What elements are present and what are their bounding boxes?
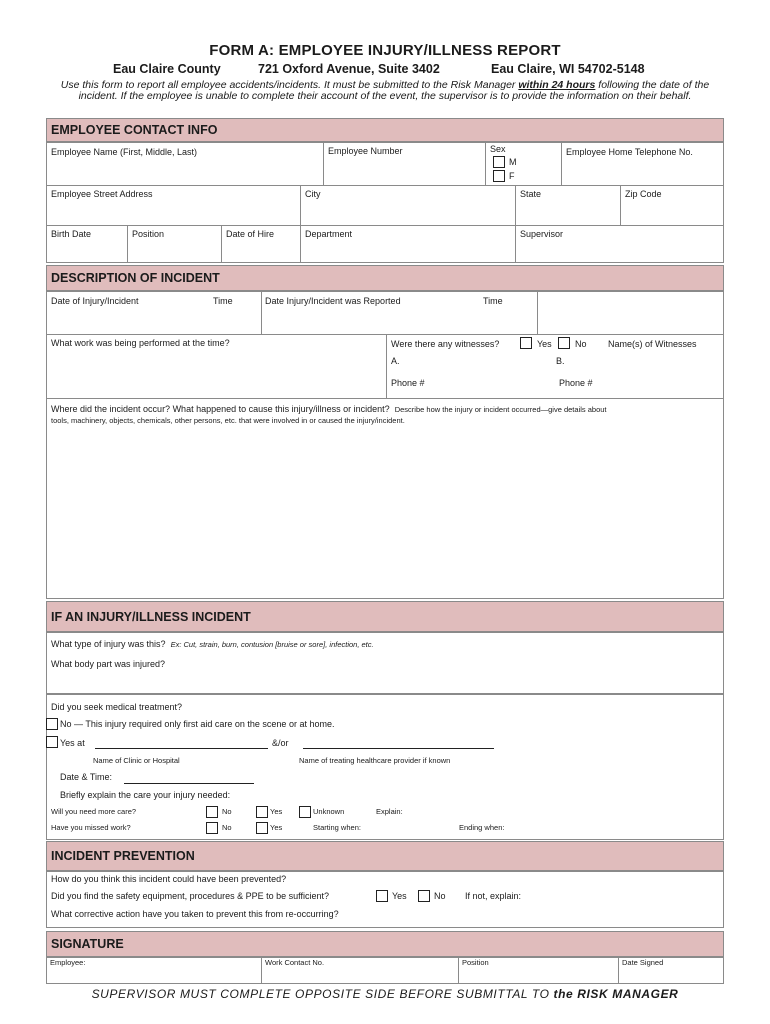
intro-text: Use this form to report all employee accidents/incidents. It must be submitted to the Risk Manager within 24 hours following the date of the incident. If the employee is unable to complete their account of the event, the supervisor is to provide the information on their behalf. xyxy=(60,79,710,102)
incident-location-hint: tools, machinery, objects, chemicals, other persons, etc. that were involved in or caused the injury/incident. xyxy=(51,416,405,425)
corrective-action-field[interactable]: What corrective action have you taken to prevent this from re-occurring? xyxy=(51,909,339,919)
first-aid-only-label: No — This injury required only first aid care on the scene or at home. xyxy=(60,719,335,729)
office-address: 721 Oxford Avenue, Suite 3402 xyxy=(258,62,440,76)
county-name: Eau Claire County xyxy=(113,62,221,76)
sex-male-label: M xyxy=(509,157,517,167)
employee-signature-field[interactable]: Employee: xyxy=(50,958,86,967)
missed-work-no-checkbox[interactable] xyxy=(206,822,218,834)
city-zip: Eau Claire, WI 54702-5148 xyxy=(491,62,645,76)
work-performed-field[interactable]: What work was being performed at the time? xyxy=(51,338,230,348)
body-part-field[interactable]: What body part was injured? xyxy=(51,659,166,669)
medical-box xyxy=(46,694,724,840)
employee-name-field[interactable]: Employee Name (First, Middle, Last) xyxy=(51,147,198,157)
sex-male-checkbox[interactable] xyxy=(493,156,505,168)
prevention-question-field[interactable]: How do you think this incident could have been prevented? xyxy=(51,874,287,884)
employee-number-field[interactable]: Employee Number xyxy=(328,146,403,156)
starting-when-field[interactable]: Starting when: xyxy=(313,823,361,832)
more-care-yes-checkbox[interactable] xyxy=(256,806,268,818)
birth-date-field[interactable]: Birth Date xyxy=(51,229,92,239)
more-care-question: Will you need more care? xyxy=(51,807,137,816)
safety-no-label: No xyxy=(434,891,446,901)
witness-b-field[interactable]: B. xyxy=(556,356,565,366)
injury-type-field[interactable]: What type of injury was this? Ex: Cut, strain, burn, contusion [bruise or sore], infection, etc. xyxy=(51,639,374,649)
witnesses-question: Were there any witnesses? xyxy=(391,339,500,349)
reported-date-field[interactable]: Date Injury/Incident was Reported xyxy=(265,296,401,306)
signature-position-field[interactable]: Position xyxy=(462,958,489,967)
zip-field[interactable]: Zip Code xyxy=(625,189,662,199)
missed-work-question: Have you missed work? xyxy=(51,823,131,832)
more-care-unknown-label: Unknown xyxy=(313,807,345,816)
reported-time-field[interactable]: Time xyxy=(483,296,503,306)
sex-female-label: F xyxy=(509,171,515,181)
safety-explain-field[interactable]: If not, explain: xyxy=(465,891,522,901)
provider-line[interactable] xyxy=(303,748,494,749)
witness-names-label: Name(s) of Witnesses xyxy=(608,339,697,349)
section-injury: IF AN INJURY/ILLNESS INCIDENT xyxy=(46,601,724,632)
department-field[interactable]: Department xyxy=(305,229,353,239)
safety-equipment-question: Did you find the safety equipment, procedures & PPE to be sufficient? xyxy=(51,891,329,901)
more-care-no-label: No xyxy=(222,807,232,816)
sex-label: Sex xyxy=(490,144,506,154)
date-signed-field[interactable]: Date Signed xyxy=(622,958,664,967)
hire-date-field[interactable]: Date of Hire xyxy=(226,229,275,239)
position-field[interactable]: Position xyxy=(132,229,165,239)
and-or-label: &/or xyxy=(272,738,289,748)
medical-yes-checkbox[interactable] xyxy=(46,736,58,748)
home-phone-field[interactable]: Employee Home Telephone No. xyxy=(566,147,693,157)
more-care-explain-field[interactable]: Explain: xyxy=(376,807,403,816)
provider-caption: Name of treating healthcare provider if known xyxy=(299,756,451,765)
ending-when-field[interactable]: Ending when: xyxy=(459,823,505,832)
sex-female-checkbox[interactable] xyxy=(493,170,505,182)
witness-b-phone-field[interactable]: Phone # xyxy=(559,378,593,388)
medical-question: Did you seek medical treatment? xyxy=(51,702,183,712)
work-contact-field[interactable]: Work Contact No. xyxy=(265,958,325,967)
safety-yes-checkbox[interactable] xyxy=(376,890,388,902)
footer-note: SUPERVISOR MUST COMPLETE OPPOSITE SIDE BEFORE SUBMITTAL TO the RISK MANAGER xyxy=(91,987,679,1001)
injury-date-field[interactable]: Date of Injury/Incident xyxy=(51,296,139,306)
section-signature: SIGNATURE xyxy=(46,931,724,957)
form-title: FORM A: EMPLOYEE INJURY/ILLNESS REPORT xyxy=(209,42,561,59)
clinic-line[interactable] xyxy=(95,748,268,749)
supervisor-field[interactable]: Supervisor xyxy=(520,229,564,239)
date-time-label: Date & Time: xyxy=(60,772,113,782)
witnesses-no-checkbox[interactable] xyxy=(558,337,570,349)
witnesses-no-label: No xyxy=(575,339,587,349)
city-field[interactable]: City xyxy=(305,189,321,199)
incident-location-field[interactable]: Where did the incident occur? What happened to cause this injury/illness or incident? Describe how the injury or incident occurred—give details about xyxy=(51,404,607,414)
date-time-line[interactable] xyxy=(124,783,254,784)
state-field[interactable]: State xyxy=(520,189,542,199)
witnesses-yes-label: Yes xyxy=(537,339,552,349)
missed-work-yes-label: Yes xyxy=(270,823,283,832)
more-care-no-checkbox[interactable] xyxy=(206,806,218,818)
missed-work-yes-checkbox[interactable] xyxy=(256,822,268,834)
section-description: DESCRIPTION OF INCIDENT xyxy=(46,265,724,291)
section-prevention: INCIDENT PREVENTION xyxy=(46,841,724,871)
injury-time-field[interactable]: Time xyxy=(213,296,233,306)
clinic-caption: Name of Clinic or Hospital xyxy=(93,756,180,765)
care-explain-field[interactable]: Briefly explain the care your injury needed: xyxy=(60,790,231,800)
contact-grid xyxy=(46,142,724,263)
safety-yes-label: Yes xyxy=(392,891,407,901)
witnesses-yes-checkbox[interactable] xyxy=(520,337,532,349)
medical-yes-label: Yes at xyxy=(60,738,85,748)
missed-work-no-label: No xyxy=(222,823,232,832)
first-aid-only-checkbox[interactable] xyxy=(46,718,58,730)
more-care-unknown-checkbox[interactable] xyxy=(299,806,311,818)
safety-no-checkbox[interactable] xyxy=(418,890,430,902)
witness-a-field[interactable]: A. xyxy=(391,356,400,366)
street-address-field[interactable]: Employee Street Address xyxy=(51,189,153,199)
more-care-yes-label: Yes xyxy=(270,807,283,816)
witness-a-phone-field[interactable]: Phone # xyxy=(391,378,425,388)
section-employee-contact: EMPLOYEE CONTACT INFO xyxy=(46,118,724,142)
